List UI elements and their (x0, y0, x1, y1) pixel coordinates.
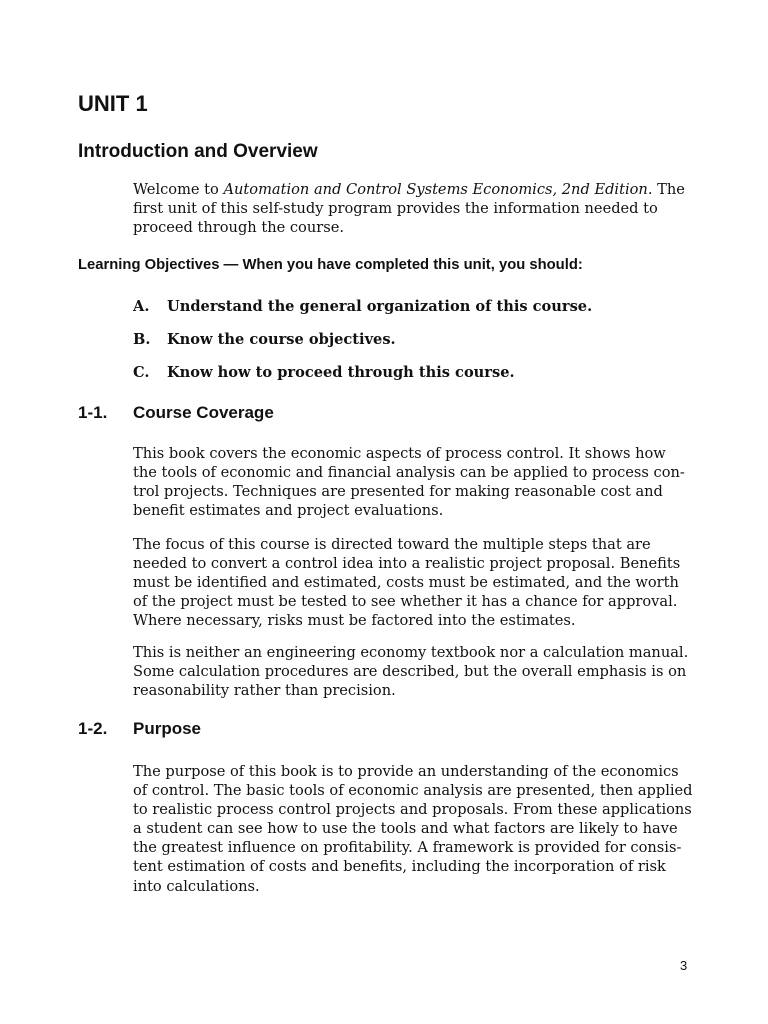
paragraph-line: benefit estimates and project evaluations. (133, 502, 444, 520)
paragraph-line: needed to convert a control idea into a realistic project proposal. Benefits (133, 555, 681, 573)
objective-letter: C. (133, 364, 150, 381)
objective-item (133, 298, 592, 315)
unit-subtitle: Introduction and Overview (78, 141, 318, 162)
objective-letter: B. (133, 331, 151, 348)
paragraph-line: trol projects. Techniques are presented for making reasonable cost and (133, 483, 663, 501)
paragraph-line: Where necessary, risks must be factored into the estimates. (133, 612, 576, 630)
intro-line-2: first unit of this self-study program provides the information needed to (133, 200, 658, 218)
section-title: Purpose (133, 719, 202, 738)
paragraph-line: the tools of economic and financial analysis can be applied to process con- (133, 464, 685, 482)
paragraph-line: to realistic process control projects and proposals. From these applications (133, 801, 692, 819)
paragraph-line: tent estimation of costs and benefits, including the incorporation of risk (133, 858, 666, 876)
page-number: 3 (680, 958, 688, 973)
objective-text: Understand the general organization of this course. (167, 298, 593, 315)
objective-item (133, 331, 396, 348)
paragraph-line: a student can see how to use the tools and what factors are likely to have (133, 820, 678, 838)
section-paragraph (133, 643, 698, 700)
section-heading-course-coverage (78, 403, 274, 423)
intro-welcome-prefix: Welcome to (133, 181, 224, 198)
intro-line-3: proceed through the course. (133, 219, 344, 237)
paragraph-line: This book covers the economic aspects of process control. It shows how (133, 445, 666, 462)
paragraph-line: must be identified and estimated, costs must be estimated, and the worth (133, 574, 679, 592)
section-paragraph (133, 444, 698, 520)
objective-text: Know the course objectives. (167, 331, 396, 348)
objective-text: Know how to proceed through this course. (167, 364, 515, 381)
objective-letter: A. (133, 298, 150, 315)
paragraph-line: the greatest influence on profitability. A framework is provided for consis- (133, 839, 682, 857)
learning-objectives-heading: Learning Objectives — When you have completed this unit, you should: (78, 257, 583, 273)
unit-title: UNIT 1 (78, 91, 148, 116)
intro-paragraph (133, 180, 698, 237)
paragraph-line: Some calculation procedures are described, but the overall emphasis is on (133, 663, 687, 681)
paragraph-line: This is neither an engineering economy textbook nor a calculation manual. (133, 644, 689, 661)
paragraph-line: of control. The basic tools of economic analysis are presented, then applied (133, 782, 693, 800)
paragraph-line: into calculations. (133, 877, 260, 895)
paragraph-line: of the project must be tested to see whether it has a chance for approval. (133, 593, 678, 611)
section-number: 1-1. (78, 403, 108, 422)
objective-item (133, 364, 515, 381)
book-title: Automation and Control Systems Economics, 2nd Edition. (223, 181, 653, 198)
section-heading-purpose (78, 719, 201, 739)
section-paragraph (133, 535, 698, 630)
section-paragraph (133, 762, 698, 896)
paragraph-line: The focus of this course is directed toward the multiple steps that are (133, 536, 651, 553)
section-number: 1-2. (78, 719, 108, 738)
intro-line1-suffix: The (652, 181, 685, 198)
paragraph-line: The purpose of this book is to provide an understanding of the economics (133, 763, 679, 780)
section-title: Course Coverage (133, 403, 274, 422)
intro-line-1 (133, 180, 698, 199)
paragraph-line: reasonability rather than precision. (133, 682, 396, 700)
